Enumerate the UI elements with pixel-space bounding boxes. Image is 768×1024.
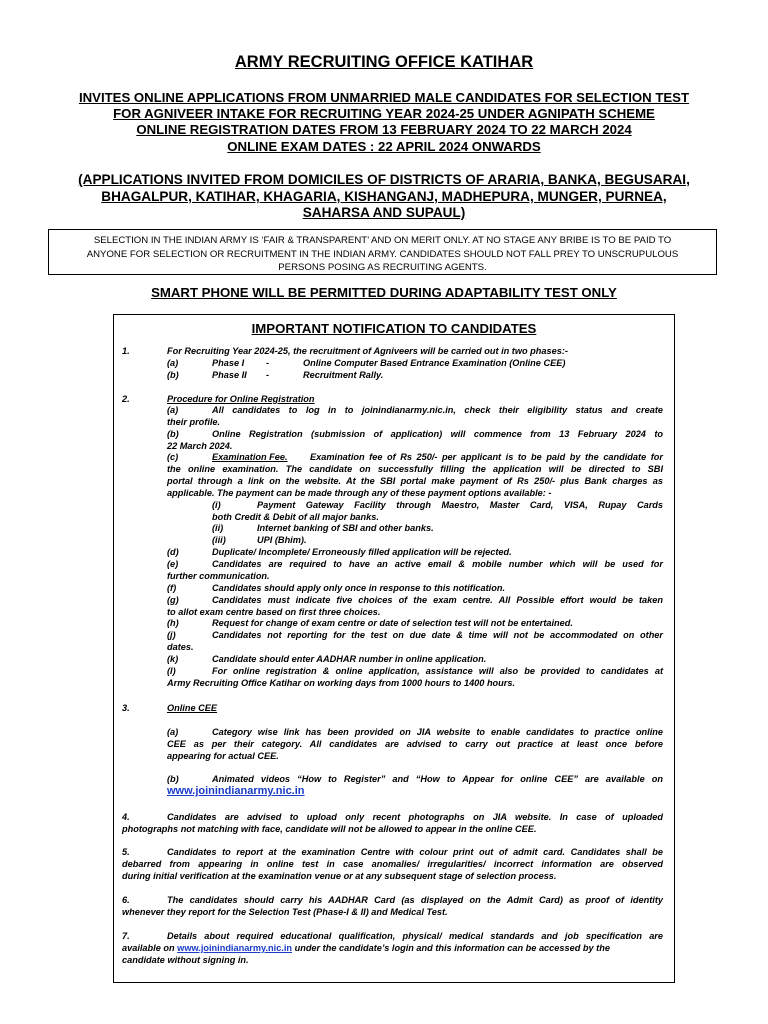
s2c-option-iii-label: (iii) [212,535,226,545]
s2c-option-ii-text: Internet banking of SBI and other banks. [257,523,434,533]
s7-line2 [122,943,663,955]
s2k-text: Candidate should enter AADHAR number in online application. [212,654,487,664]
s1-phase-a-label: (a) [167,358,179,368]
s3b-line1: Animated videos “How to Register” and “How to Appear for online CEE” are available on [212,774,663,784]
s2b-label: (b) [167,429,179,439]
s2c-line4: applicable. The payment can be made through any of these payment options available: - [167,488,552,498]
s2c-line1: Examination fee of Rs 250/- per applicant is to be paid by the candidate for [310,452,663,462]
warning-line-2: ANYONE FOR SELECTION OR RECRUITMENT IN THE INDIAN ARMY. CANDIDATES SHOULD NOT FALL PREY TO UNSCRUPULOUS [86,248,679,260]
s1-text: For Recruiting Year 2024-25, the recruitment of Agniveers will be carried out in two phases:- [167,346,568,356]
s2a-line2: their profile. [167,417,221,427]
s2b-line2: 22 March 2024. [167,441,233,451]
s2c-line2: the online examination. The candidate on successfully filling the application will be directed to SBI [167,464,663,474]
s1-phase-b-dash: - [266,370,270,380]
s4-number: 4. [122,812,130,822]
s2c-label: (c) [167,452,179,462]
s2g-label: (g) [167,595,179,605]
s2c-option-ii-label: (ii) [212,523,224,533]
s2h-label: (h) [167,618,179,628]
s2c-option-i-line1: Payment Gateway Facility through Maestro, Master Card, VISA, Rupay Cards [257,500,663,510]
districts-line-2: BHAGALPUR, KATIHAR, KHAGARIA, KISHANGANJ, MADHEPURA, MUNGER, PURNEA, [101,189,667,204]
s2g-line2: to allot exam centre based on first three choices. [167,607,381,617]
s1-phase-a-dash: - [266,358,270,368]
s2a-label: (a) [167,405,179,415]
s2-number: 2. [122,394,130,404]
s5-number: 5. [122,847,130,857]
s4-line2: photographs not matching with face, candidate will not be allowed to appear in the online CEE. [122,824,537,834]
s2a-line1: All candidates to log in to joinindianarmy.nic.in, check their eligibility status and create [212,405,663,415]
s6-line2: whenever they report for the Selection Test (Phase-I & II) and Medical Test. [122,907,448,917]
districts-line-1: (APPLICATIONS INVITED FROM DOMICILES OF DISTRICTS OF ARARIA, BANKA, BEGUSARAI, [78,172,690,187]
s3a-line1: Category wise link has been provided on JIA website to enable candidates to practice online [212,727,663,737]
s6-number: 6. [122,895,130,905]
s1-phase-b-name: Phase II [212,370,247,380]
s7-line1: Details about required educational qualification, physical/ medical standards and job specification are [167,931,663,941]
districts-line-3: SAHARSA AND SUPAUL) [302,205,466,220]
s3-number: 3. [122,703,130,713]
s2k-label: (k) [167,654,179,664]
s2f-label: (f) [167,583,177,593]
s5-line2: debarred from appearing in online test in case anomalies/ irregularities/ incorrect information are observed [122,859,663,869]
s1-phase-a-desc: Online Computer Based Entrance Examination (Online CEE) [303,358,566,368]
s4-line1: Candidates are advised to upload only recent photographs on JIA website. In case of uploaded [167,812,663,822]
s2l-label: (l) [167,666,176,676]
warning-line-1: SELECTION IN THE INDIAN ARMY IS ‘FAIR & TRANSPARENT’ AND ON MERIT ONLY. AT NO STAGE ANY BRIBE IS TO BE PAID TO [93,235,672,246]
s7-line3: candidate without signing in. [122,955,249,965]
s2c-option-i-label: (i) [212,500,221,510]
s2j-line1: Candidates not reporting for the test on due date & time will not be accommodated on other [212,630,663,640]
anti-bribe-warning-box [48,229,717,275]
s2c-heading: Examination Fee. [212,452,288,462]
s2d-label: (d) [167,547,179,557]
s2e-label: (e) [167,559,179,569]
s3a-line3: appearing for actual CEE. [167,751,279,761]
s2c-option-iii-text: UPI (Bhim). [257,535,307,545]
header-line-3: ONLINE REGISTRATION DATES FROM 13 FEBRUARY 2024 TO 22 MARCH 2024 [136,122,632,137]
s7-website-link[interactable]: www.joinindianarmy.nic.in [177,943,293,953]
header-line-1: INVITES ONLINE APPLICATIONS FROM UNMARRIED MALE CANDIDATES FOR SELECTION TEST [78,90,690,105]
warning-line-3: PERSONS POSING AS RECRUITING AGENTS. [278,262,487,274]
notification-title: IMPORTANT NOTIFICATION TO CANDIDATES [251,321,537,336]
s1-number: 1. [122,346,130,356]
s3a-label: (a) [167,727,179,737]
s2e-line1: Candidates are required to have an active email & mobile number which will be used for [212,559,663,569]
s2c-option-i-line2: both Credit & Debit of all major banks. [212,512,379,522]
s2b-line1: Online Registration (submission of application) will commence from 13 February 2024 to [212,429,663,439]
s7-line2-suffix: under the candidate’s login and this information can be accessed by the [294,943,610,953]
s2l-line2: Army Recruiting Office Katihar on working days from 1000 hours to 1400 hours. [167,678,516,688]
smartphone-notice: SMART PHONE WILL BE PERMITTED DURING ADAPTABILITY TEST ONLY [151,285,617,300]
s3b-label: (b) [167,774,179,784]
s5-line3: during initial verification at the examination venue or at any subsequent stage of selection process. [122,871,557,881]
s2d-text: Duplicate/ Incomplete/ Erroneously filled application will be rejected. [212,547,512,557]
s7-line2-prefix: available on [122,943,175,953]
s2j-label: (j) [167,630,176,640]
s1-phase-b-label: (b) [167,370,179,380]
s1-phase-a-name: Phase I [212,358,245,368]
s2j-line2: dates. [167,642,194,652]
header-line-4: ONLINE EXAM DATES : 22 APRIL 2024 ONWARDS [227,139,541,154]
s1-phase-b-desc: Recruitment Rally. [303,370,384,380]
s3-heading: Online CEE [167,703,218,713]
s6-line1: The candidates should carry his AADHAR Card (as displayed on the Admit Card) as proof of identity [167,895,663,905]
s3a-line2: CEE as per their category. All candidates are advised to carry out practice at least once before [167,739,663,749]
s2c-line3: portal through a link on the website. At the SBI portal make payment of Rs 250/- plus Bank charges as [167,476,663,486]
s3b-website-link[interactable]: www.joinindianarmy.nic.in [167,785,305,797]
s2h-text: Request for change of exam centre or date of selection test will not be entertained. [212,618,573,628]
s2f-text: Candidates should apply only once in response to this notification. [212,583,506,593]
s2l-line1: For online registration & online application, assistance will also be provided to candidates at [212,666,663,676]
s7-number: 7. [122,931,130,941]
s5-line1: Candidates to report at the examination Centre with colour print out of admit card. Candidates shall be [167,847,663,857]
s2-heading: Procedure for Online Registration [167,394,315,404]
page-title: ARMY RECRUITING OFFICE KATIHAR [234,53,534,71]
s2g-line1: Candidates must indicate five choices of the exam centre. All Possible effort would be taken [212,595,663,605]
s2e-line2: further communication. [167,571,270,581]
header-line-2: FOR AGNIVEER INTAKE FOR RECRUITING YEAR 2024-25 UNDER AGNIPATH SCHEME [113,106,655,121]
